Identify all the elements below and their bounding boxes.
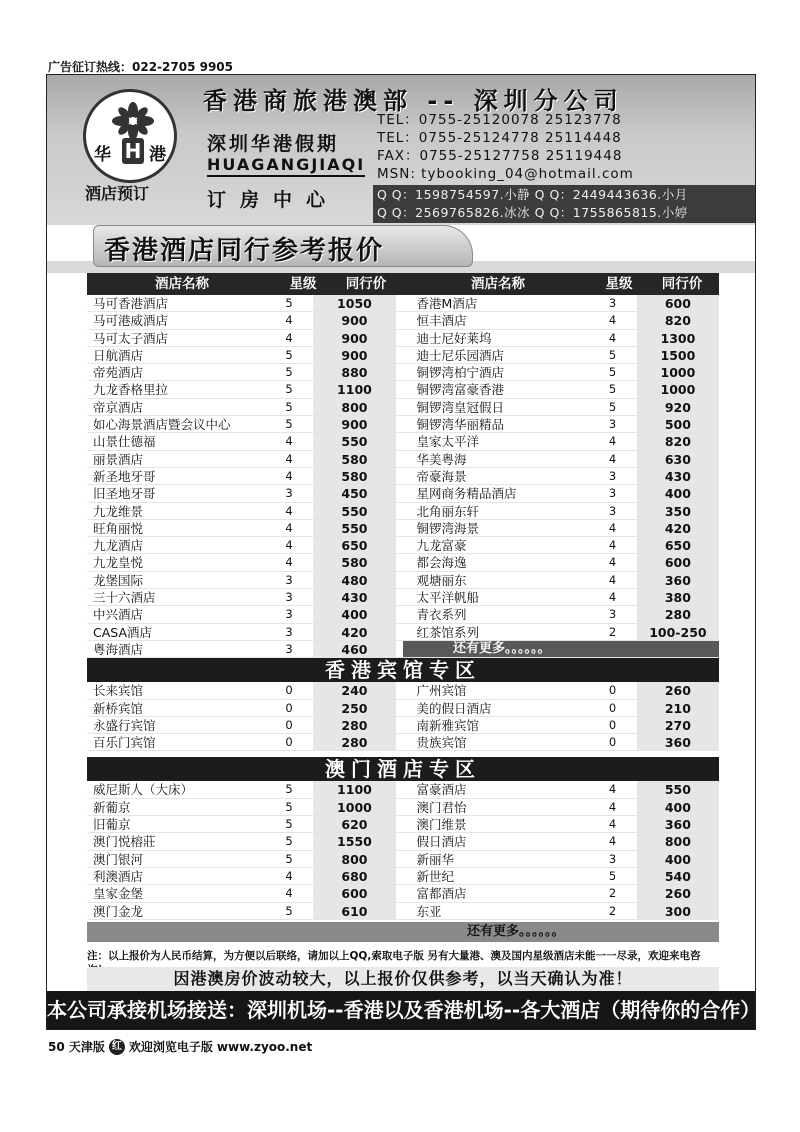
hotel-name: 都会海逸 (416, 555, 467, 571)
macau-hotel-rows (87, 781, 719, 919)
price: 550 (637, 781, 719, 797)
star-rating: 3 (608, 486, 617, 501)
star-rating: 4 (608, 817, 617, 832)
page-title: 香港酒店同行参考报价 (104, 236, 385, 266)
hotel-name: 马可太子酒店 (93, 330, 169, 346)
star-rating: 5 (285, 817, 293, 832)
star-rating: 0 (608, 683, 617, 698)
price-note: 注：以上报价为人民币结算，为方便以后联络，请加以上QQ,索取电子版 另有大量港、澳及国内星级酒店未能一一尽录，欢迎来电咨 (87, 950, 701, 962)
star-rating: 5 (608, 868, 617, 883)
star-rating: 2 (608, 624, 617, 639)
price (637, 641, 719, 657)
star-rating: 3 (608, 417, 617, 432)
price: 600 (313, 885, 395, 901)
price: 580 (313, 468, 395, 484)
hotel-name: 假日酒店 (416, 834, 467, 850)
hotel-name: 旧葡京 (93, 817, 131, 833)
hotel-name: 山景仕德福 (93, 434, 156, 450)
star-rating: 5 (608, 382, 617, 397)
page-footer (48, 1038, 312, 1055)
price: 240 (313, 682, 395, 698)
logo-h-mark: H (122, 138, 144, 164)
price: 480 (313, 572, 395, 588)
hotel-name: 皇家金堡 (93, 886, 144, 902)
title-banner (93, 225, 473, 267)
price: 280 (313, 734, 395, 750)
price: 550 (313, 503, 395, 519)
star-rating: 5 (285, 834, 293, 849)
price-disclaimer: 因港澳房价波动较大，以上报价仅供参考，以当天确认为准！ (87, 967, 719, 991)
guesthouse-rows (87, 682, 719, 751)
table-row (87, 381, 719, 398)
footer-url[interactable]: www.zyoo.net (216, 1039, 313, 1054)
hotel-name (410, 641, 588, 657)
star-rating: 3 (285, 624, 293, 639)
price: 650 (313, 537, 395, 553)
price: 430 (313, 589, 395, 605)
price: 650 (637, 537, 719, 553)
table-row (87, 485, 719, 502)
brand-cn: 深圳华港假期 (207, 133, 340, 155)
hotel-name: 新葡京 (93, 799, 131, 815)
hotel-name: 旧圣地牙哥 (93, 486, 156, 502)
price: 270 (637, 717, 719, 733)
star-rating: 4 (608, 538, 617, 553)
table-row (87, 468, 719, 485)
star-rating: 3 (285, 486, 293, 501)
table-row (87, 734, 719, 751)
price: 400 (637, 851, 719, 867)
hotel-name: 帝苑酒店 (93, 365, 144, 381)
star-rating: 3 (608, 296, 617, 310)
star-rating: 4 (285, 538, 293, 553)
more-label: 还有更多。。。。。。 (403, 640, 719, 658)
price: 300 (637, 903, 719, 919)
table-row (87, 868, 719, 885)
hotel-name: 铜锣湾柏宁酒店 (416, 365, 504, 381)
price: 360 (637, 734, 719, 750)
star-rating: 4 (608, 520, 617, 535)
table-row (87, 885, 719, 902)
price: 540 (637, 868, 719, 884)
star-rating: 5 (285, 365, 293, 380)
price: 550 (313, 433, 395, 449)
price: 400 (313, 606, 395, 622)
table-row (87, 554, 719, 571)
star-rating: 4 (608, 330, 617, 345)
hotel-name: 九龙酒店 (93, 538, 144, 554)
brand-center: 订房中心 (207, 189, 340, 211)
hotel-name: 铜锣湾海景 (416, 520, 479, 536)
hotel-name: 东亚 (416, 903, 442, 919)
price: 900 (313, 330, 395, 346)
star-rating: 4 (608, 590, 617, 605)
hotel-name: 九龙富豪 (416, 538, 467, 554)
price-table (87, 273, 719, 942)
table-row (87, 700, 719, 717)
hotel-name: CASA酒店 (93, 624, 152, 640)
table-header (87, 273, 719, 295)
price: 630 (637, 451, 719, 467)
logo-caption: 酒店预订 (85, 184, 150, 203)
hotel-name: 澳门君怡 (416, 799, 467, 815)
price: 550 (313, 520, 395, 536)
hotel-name: 南新雅宾馆 (416, 717, 479, 733)
star-rating: 0 (285, 717, 293, 732)
col-header-price: 同行价 (661, 276, 703, 292)
footer-text: 欢迎浏览电子版 (128, 1040, 213, 1054)
hotel-name: 丽景酒店 (93, 451, 144, 467)
qq-line-1: Q Q：1598754597.小静 Q Q：2449443636.小月 (377, 187, 688, 202)
star-rating: 3 (285, 590, 293, 605)
price: 430 (637, 468, 719, 484)
table-row (87, 399, 719, 416)
star-rating: 4 (608, 782, 617, 797)
page-number: 50 天津版 (48, 1040, 105, 1054)
price: 1000 (637, 364, 719, 380)
hotel-name: 太平洋帆船 (416, 590, 479, 606)
table-row (87, 503, 719, 520)
star-rating: 4 (285, 451, 293, 466)
hotel-name: 新世纪 (416, 868, 454, 884)
price: 900 (313, 416, 395, 432)
hotel-name: 香港M酒店 (416, 296, 478, 311)
price: 1100 (313, 381, 395, 397)
star-rating: 4 (608, 434, 617, 449)
hotel-name: 贵族宾馆 (416, 735, 467, 751)
star-rating: 0 (285, 700, 293, 715)
hotel-name: 新桥宾馆 (93, 700, 144, 716)
star-rating: 3 (285, 641, 293, 656)
price: 900 (313, 347, 395, 363)
hotel-name: 九龙皇悦 (93, 555, 144, 571)
price: 400 (637, 799, 719, 815)
star-rating: 5 (285, 417, 293, 432)
hotel-name: 利澳酒店 (93, 868, 144, 884)
star-rating: 0 (608, 717, 617, 732)
price: 260 (637, 682, 719, 698)
hotel-name: 富都酒店 (416, 886, 467, 902)
hotel-name: 九龙香格里拉 (93, 382, 169, 398)
price: 460 (313, 641, 395, 657)
airport-transfer-banner: 本公司承接机场接送：深圳机场--香港以及香港机场--各大酒店（期待你的合作） (47, 991, 755, 1029)
price: 280 (637, 606, 719, 622)
price: 1500 (637, 347, 719, 363)
price: 400 (637, 485, 719, 501)
price: 360 (637, 816, 719, 832)
star-rating: 4 (608, 313, 617, 328)
hotel-name: 永盛行宾馆 (93, 717, 156, 733)
hotel-name: 澳门维景 (416, 817, 467, 833)
hotel-name: 百乐门宾馆 (93, 735, 156, 751)
table-row (87, 520, 719, 537)
hotel-name: 富豪酒店 (416, 782, 467, 798)
hotel-name: 铜锣湾富豪香港 (416, 382, 504, 398)
star-rating: 5 (285, 382, 293, 397)
hotel-name: 粤海酒店 (93, 641, 144, 657)
logo-char-left: 华 (94, 145, 111, 165)
star-rating: 4 (285, 330, 293, 345)
hk-hotel-rows (87, 295, 719, 658)
price: 900 (313, 312, 395, 328)
table-row (87, 781, 719, 798)
col-header-star: 星级 (289, 276, 317, 292)
hotel-name: 旺角丽悦 (93, 520, 144, 536)
star-rating: 5 (285, 799, 293, 814)
star-rating: 0 (285, 735, 293, 750)
table-row (87, 816, 719, 833)
table-row (87, 572, 719, 589)
col-header-name: 酒店名称 (155, 276, 209, 292)
price: 350 (637, 503, 719, 519)
star-rating: 4 (285, 468, 293, 483)
star-rating: 5 (285, 296, 293, 310)
price: 580 (313, 451, 395, 467)
price: 580 (313, 554, 395, 570)
table-row (87, 833, 719, 850)
price: 820 (637, 312, 719, 328)
hotel-name: 长来宾馆 (93, 683, 144, 699)
star-rating: 4 (608, 451, 617, 466)
hotel-name: 龙堡国际 (93, 572, 144, 588)
price: 210 (637, 700, 719, 716)
star-rating: 4 (608, 834, 617, 849)
contact-msn: MSN: tybooking_04@hotmail.com (377, 166, 634, 182)
star-rating: 4 (285, 555, 293, 570)
price: 1000 (313, 799, 395, 815)
col-header-price: 同行价 (345, 276, 387, 292)
hotel-name: 帝豪海景 (416, 468, 467, 484)
hotel-name: 日航酒店 (93, 347, 144, 363)
price: 600 (637, 295, 719, 311)
hotel-name: 北角丽东轩 (416, 503, 479, 519)
table-row (87, 330, 719, 347)
ad-frame (46, 74, 761, 1030)
star-rating: 3 (285, 607, 293, 622)
star-rating: 5 (608, 399, 617, 414)
price: 360 (637, 572, 719, 588)
price: 420 (313, 624, 395, 640)
hotel-name: 迪士尼好莱坞 (416, 330, 492, 346)
guesthouse-section-title: 香港宾馆专区 (87, 658, 719, 682)
price: 620 (313, 816, 395, 832)
star-rating: 3 (608, 607, 617, 622)
star-rating: 4 (285, 503, 293, 518)
contact-tel-2: TEL：0755-25124778 25114448 (377, 130, 622, 146)
qq-line-2: Q Q：2569765826.冰冰 Q Q：1755865815.小婷 (377, 205, 688, 220)
star-rating: 5 (608, 365, 617, 380)
table-row (87, 295, 719, 312)
hotel-name: 美的假日酒店 (416, 700, 492, 716)
logo (83, 89, 177, 183)
hotel-name: 九龙维景 (93, 503, 144, 519)
star-rating: 5 (285, 903, 293, 918)
hotel-name: 马可港威酒店 (93, 313, 169, 329)
price: 1550 (313, 833, 395, 849)
hotel-name: 铜锣湾皇冠假日 (416, 399, 504, 415)
hotel-name: 三十六酒店 (93, 590, 156, 606)
star-rating: 4 (285, 520, 293, 535)
table-row (87, 641, 719, 658)
price: 250 (313, 700, 395, 716)
hotel-name: 观塘丽东 (416, 572, 467, 588)
price: 380 (637, 589, 719, 605)
table-row (87, 451, 719, 468)
table-row (87, 589, 719, 606)
price: 800 (313, 399, 395, 415)
star-rating: 5 (285, 782, 293, 797)
price: 1300 (637, 330, 719, 346)
hotel-name: 新丽华 (416, 851, 454, 867)
table-row (87, 624, 719, 641)
hotel-name: 如心海景酒店暨会议中心 (93, 417, 231, 433)
table-row (87, 717, 719, 734)
hotel-name: 铜锣湾华丽精品 (416, 417, 504, 433)
contact-fax: FAX：0755-25127758 25119448 (377, 148, 623, 164)
hotel-name: 星网商务精品酒店 (416, 486, 517, 502)
logo-char-right: 港 (149, 145, 166, 165)
hotel-name: 马可香港酒店 (93, 296, 169, 311)
table-row (87, 851, 719, 868)
price: 820 (637, 433, 719, 449)
hotel-name: 澳门金龙 (93, 903, 144, 919)
star-rating: 4 (285, 886, 293, 901)
contact-tel-1: TEL：0755-25120078 25123778 (377, 112, 622, 128)
col-header-name: 酒店名称 (471, 276, 525, 292)
table-row (87, 364, 719, 381)
contact-list (377, 111, 634, 183)
table-row (87, 312, 719, 329)
price: 100-250 (637, 624, 719, 640)
hotel-name: 澳门悦榕莊 (93, 834, 156, 850)
star-rating: 0 (285, 683, 293, 698)
star-rating: 2 (608, 886, 617, 901)
star-rating: 5 (285, 399, 293, 414)
table-row (87, 416, 719, 433)
price: 1000 (637, 381, 719, 397)
hotel-name: 威尼斯人（大床） (93, 782, 194, 798)
table-row (87, 537, 719, 554)
hotel-name: 中兴酒店 (93, 607, 144, 623)
macau-more-bar: 还有更多。。。。。。 (87, 922, 719, 942)
price: 500 (637, 416, 719, 432)
star-rating (588, 641, 637, 657)
brand-en: HUAGANGJIAQI (207, 155, 365, 177)
price: 1050 (313, 295, 395, 311)
flower-icon (108, 102, 158, 140)
hotel-name: 新圣地牙哥 (93, 468, 156, 484)
hotel-name: 红茶馆系列 (416, 624, 479, 640)
price: 600 (637, 554, 719, 570)
star-rating: 4 (285, 868, 293, 883)
star-rating: 4 (285, 313, 293, 328)
star-rating: 5 (608, 347, 617, 362)
price: 800 (637, 833, 719, 849)
ad-hotline: 广告征订热线：022-2705 9905 (48, 60, 234, 74)
col-header-star: 星级 (605, 276, 633, 292)
star-rating: 3 (608, 468, 617, 483)
hotel-name: 华美粤海 (416, 451, 467, 467)
star-rating: 2 (608, 903, 617, 918)
price: 420 (637, 520, 719, 536)
red-badge-icon: 红 (109, 1039, 125, 1055)
price: 260 (637, 885, 719, 901)
star-rating: 0 (608, 700, 617, 715)
star-rating: 3 (608, 503, 617, 518)
star-rating: 4 (608, 572, 617, 587)
price: 880 (313, 364, 395, 380)
table-row (87, 433, 719, 450)
star-rating: 4 (285, 434, 293, 449)
hotel-name: 皇家太平洋 (416, 434, 479, 450)
star-rating: 5 (285, 347, 293, 362)
hotel-name: 恒丰酒店 (416, 313, 467, 329)
price: 920 (637, 399, 719, 415)
star-rating: 4 (608, 799, 617, 814)
hotel-name: 广州宾馆 (416, 683, 467, 699)
star-rating: 5 (285, 851, 293, 866)
hotel-name: 帝京酒店 (93, 399, 144, 415)
price: 610 (313, 903, 395, 919)
price: 280 (313, 717, 395, 733)
star-rating: 3 (608, 851, 617, 866)
table-row (87, 347, 719, 364)
price: 450 (313, 485, 395, 501)
price: 680 (313, 868, 395, 884)
hotel-name: 青衣系列 (416, 607, 467, 623)
company-name: 香港商旅港澳部 -- 深圳分公司 (203, 87, 624, 115)
price: 1100 (313, 781, 395, 797)
header (47, 75, 755, 225)
table-row (87, 682, 719, 699)
qq-bar (373, 185, 755, 223)
star-rating: 0 (608, 735, 617, 750)
hotel-name: 澳门银河 (93, 851, 144, 867)
price: 800 (313, 851, 395, 867)
macau-section-title: 澳门酒店专区 (87, 757, 719, 781)
table-row (87, 606, 719, 623)
table-row (87, 903, 719, 920)
star-rating: 3 (285, 572, 293, 587)
hotel-name: 迪士尼乐园酒店 (416, 347, 504, 363)
star-rating: 4 (608, 555, 617, 570)
table-row (87, 799, 719, 816)
